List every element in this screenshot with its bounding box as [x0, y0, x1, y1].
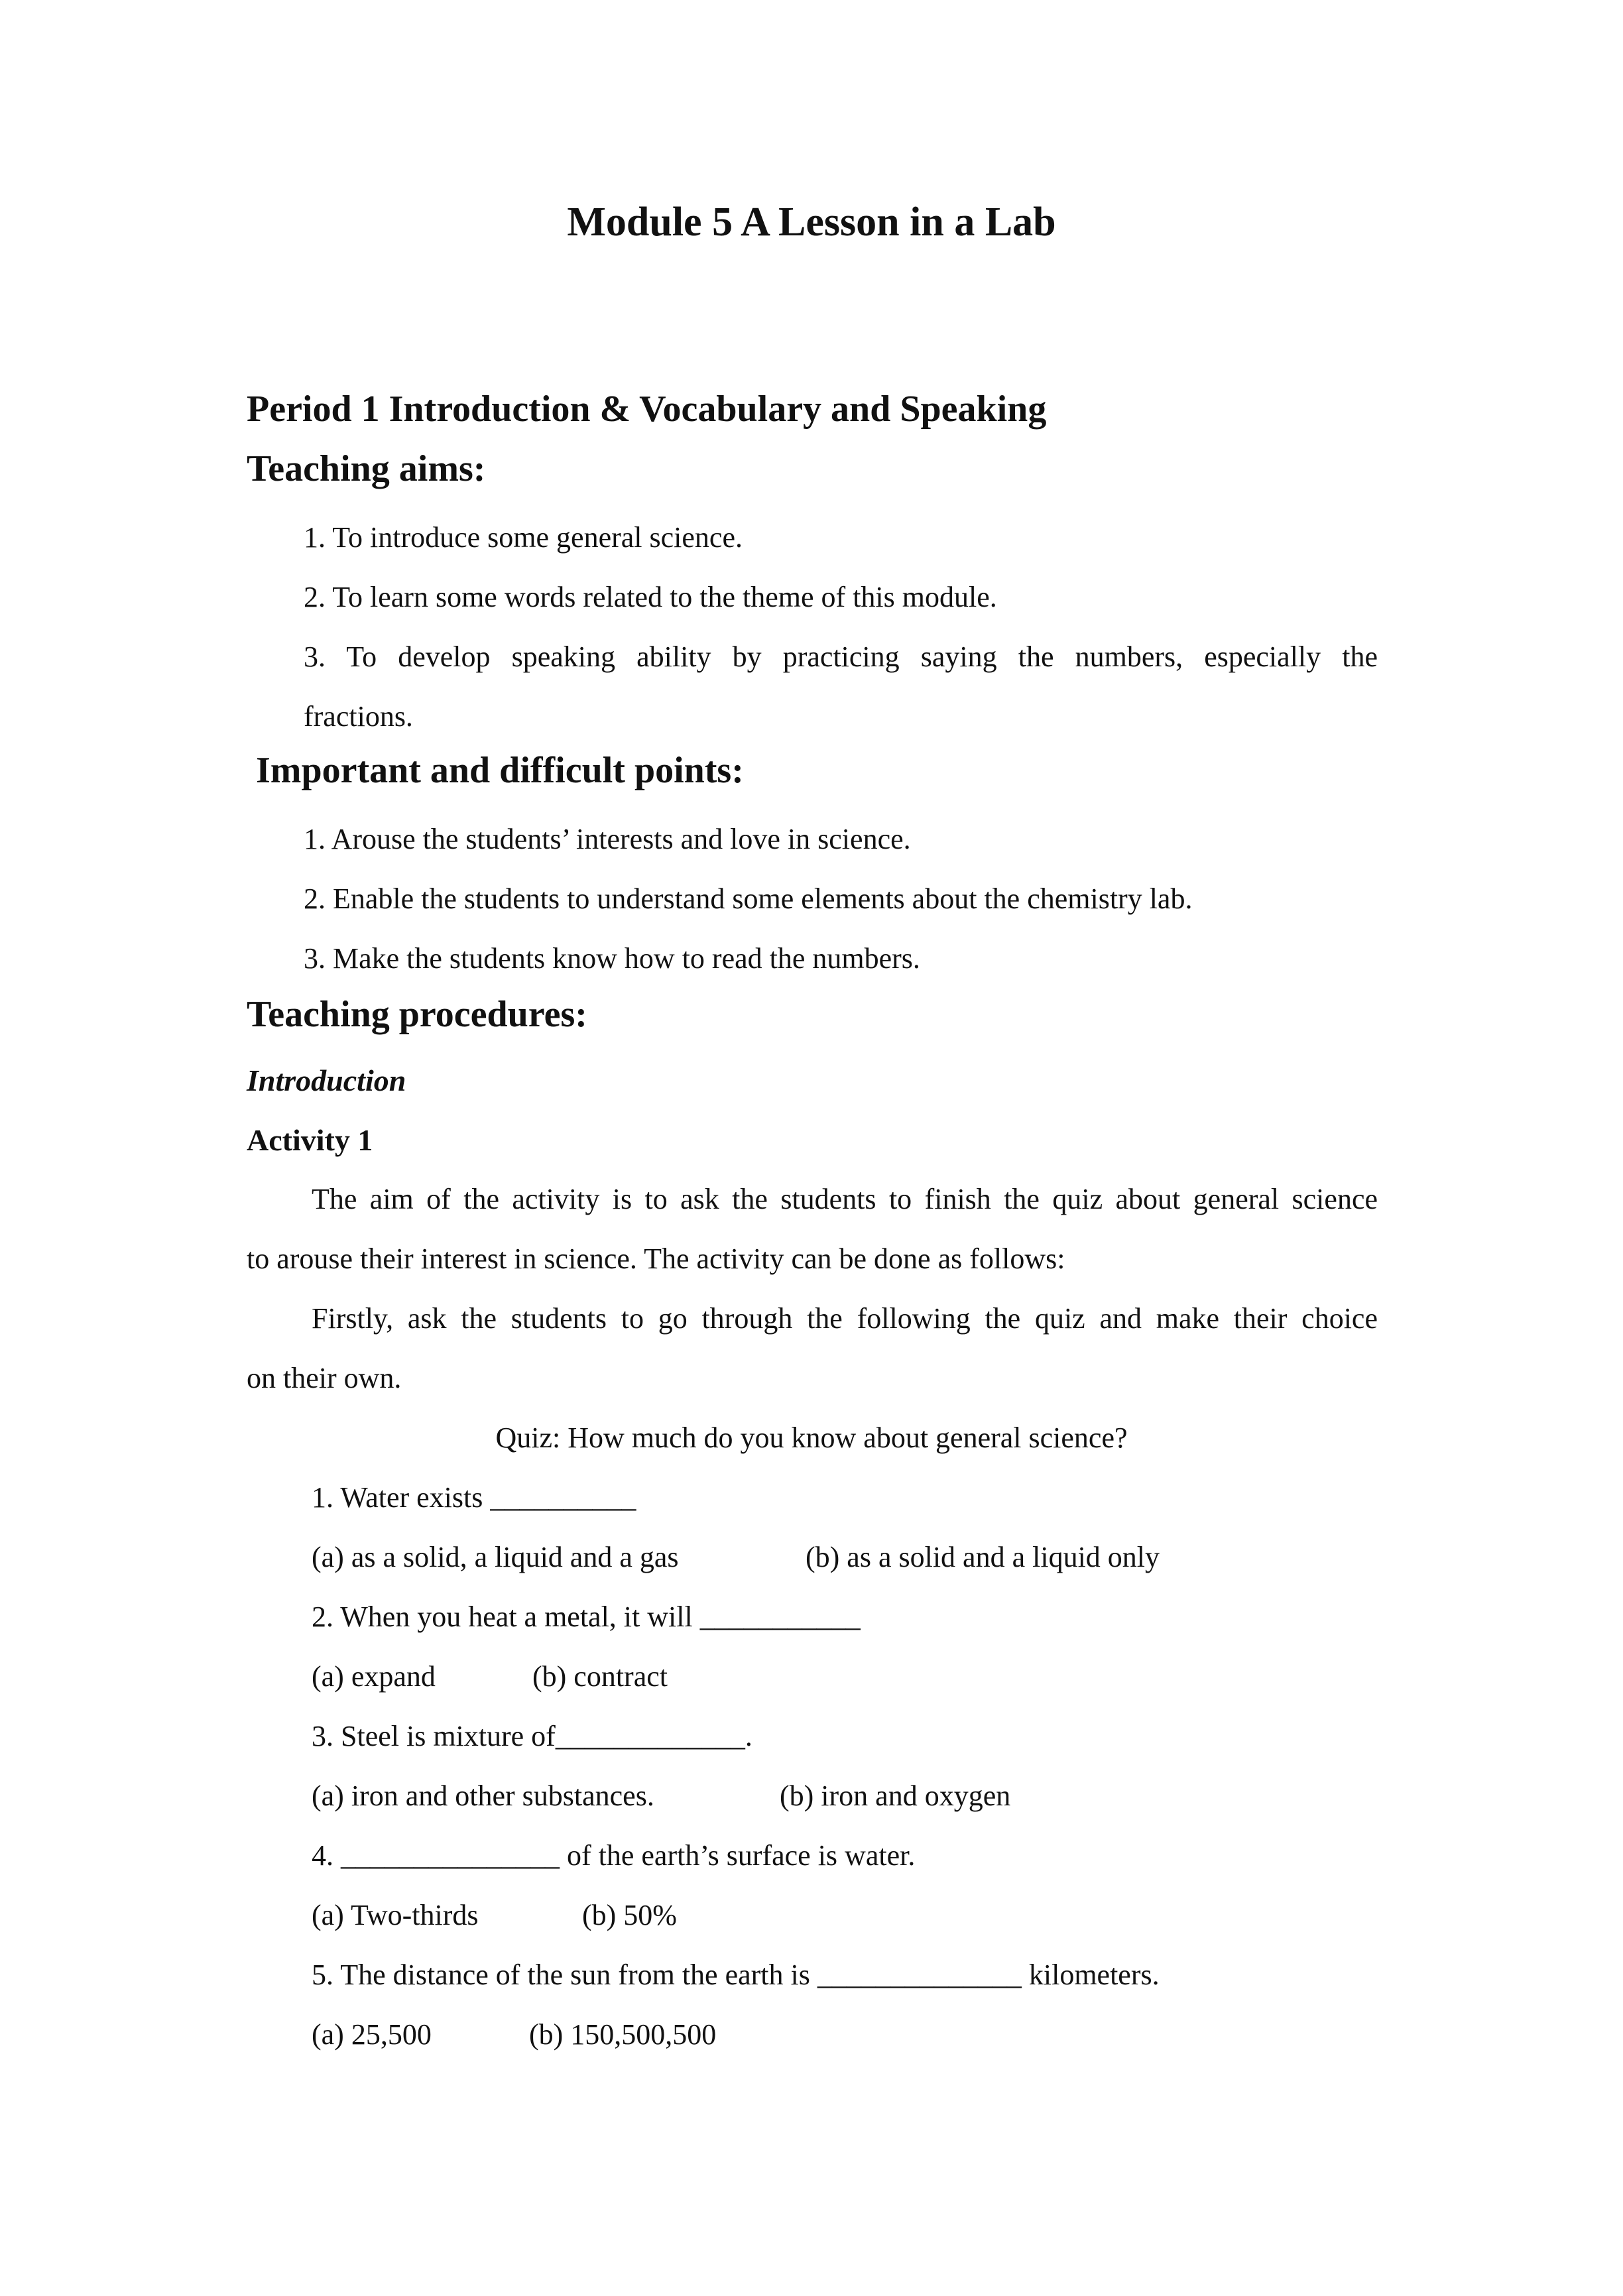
teaching-aims-heading: Teaching aims:	[247, 448, 486, 489]
aim-item-1: 1. To introduce some general science.	[304, 521, 743, 554]
quiz-q5-option-a: (a) 25,500	[312, 2018, 432, 2051]
paragraph-line-3-text: Firstly, ask the students to go through the following the quiz and make their choice	[312, 1302, 1378, 1335]
quiz-question-5: 5. The distance of the sun from the earth is ______________ kilometers.	[312, 1959, 1160, 1991]
quiz-question-4: 4. _______________ of the earth’s surface is water.	[312, 1839, 916, 1872]
quiz-q5-option-b: (b) 150,500,500	[529, 2018, 717, 2051]
important-points-heading: Important and difficult points:	[256, 750, 744, 791]
quiz-q3-option-a: (a) iron and other substances.	[312, 1780, 654, 1812]
aim-item-3-text: 3. To develop speaking ability by practicing saying the numbers, especially the	[304, 640, 1378, 673]
aim-item-3-continued: fractions.	[304, 700, 413, 733]
point-item-1: 1. Arouse the students’ interests and love in science.	[304, 823, 911, 855]
page-title: Module 5 A Lesson in a Lab	[567, 200, 1056, 245]
aim-item-3	[304, 640, 1378, 674]
quiz-question-1: 1. Water exists __________	[312, 1481, 636, 1514]
point-item-3: 3. Make the students know how to read the numbers.	[304, 942, 920, 975]
paragraph-line-1	[312, 1182, 1378, 1216]
introduction-label: Introduction	[247, 1063, 406, 1097]
paragraph-line-4: on their own.	[247, 1362, 402, 1394]
quiz-question-3: 3. Steel is mixture of_____________.	[312, 1720, 752, 1752]
quiz-q2-option-a: (a) expand	[312, 1660, 436, 1693]
quiz-title: Quiz: How much do you know about general science?	[495, 1421, 1128, 1454]
quiz-q1-option-b: (b) as a solid and a liquid only	[806, 1541, 1160, 1573]
paragraph-line-3	[312, 1301, 1378, 1335]
procedures-heading: Teaching procedures:	[247, 994, 587, 1035]
quiz-q4-option-a: (a) Two-thirds	[312, 1899, 479, 1931]
quiz-q3-option-b: (b) iron and oxygen	[780, 1780, 1011, 1812]
point-item-2: 2. Enable the students to understand some elements about the chemistry lab.	[304, 882, 1193, 915]
activity-label: Activity 1	[247, 1123, 373, 1157]
quiz-question-2: 2. When you heat a metal, it will ___________	[312, 1601, 861, 1633]
quiz-q4-option-b: (b) 50%	[582, 1899, 677, 1931]
paragraph-line-1-text: The aim of the activity is to ask the students to finish the quiz about general science	[312, 1183, 1378, 1215]
aim-item-2: 2. To learn some words related to the theme of this module.	[304, 581, 997, 613]
quiz-q1-option-a: (a) as a solid, a liquid and a gas	[312, 1541, 679, 1573]
paragraph-line-2: to arouse their interest in science. The activity can be done as follows:	[247, 1242, 1065, 1275]
quiz-q2-option-b: (b) contract	[532, 1660, 668, 1693]
period-heading: Period 1 Introduction & Vocabulary and Speaking	[247, 389, 1047, 430]
